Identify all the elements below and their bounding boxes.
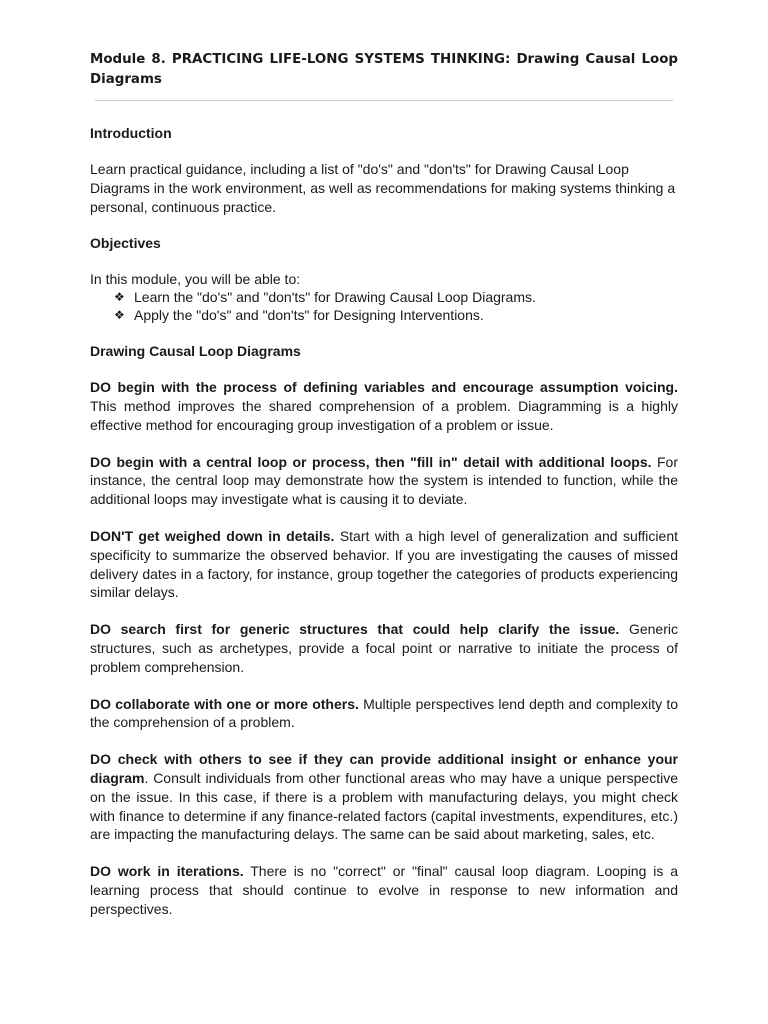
objective-item	[114, 307, 678, 325]
guideline-text: For instance, the central loop may demonstrate how the system is intended to function, while the additional loops may investigate what is causing it to deviate.	[90, 453, 678, 508]
guideline-text: Multiple perspectives lend depth and complexity to the comprehension of a problem.	[90, 695, 678, 731]
guideline-text: Start with a high level of generalization and sufficient specificity to summarize the observed behavior. If you are investigating the causes of missed delivery dates in a factory, for instance, group together the categories of products experiencing similar delays.	[90, 527, 678, 601]
objectives-heading: Objectives	[90, 235, 161, 252]
guideline-text: There is no "correct" or "final" causal loop diagram. Looping is a learning process that should continue to evolve in response to new information and perspectives.	[90, 863, 678, 917]
objective-text: Apply the "do's" and "don'ts" for Designing Interventions.	[134, 306, 484, 323]
guideline-lead: DON'T get weighed down in details.	[90, 527, 335, 544]
guideline-text: This method improves the shared comprehension of a problem. Diagramming is a highly effective method for encouraging group investigation of a problem or issue.	[90, 397, 678, 433]
guideline-paragraph	[90, 862, 678, 918]
guideline-paragraph	[90, 453, 678, 509]
introduction-text: Learn practical guidance, including a list of "do's" and "don'ts" for Drawing Causal Loop Diagrams in the work environment, as well as recommendations for making systems thinking a personal, continuous practice.	[90, 161, 676, 215]
guideline-text: Generic structures, such as archetypes, provide a focal point or narrative to initiate the process of problem comprehension.	[90, 621, 678, 675]
objectives-list	[90, 289, 678, 324]
guideline-lead: DO begin with a central loop or process, then "fill in" detail with additional loops.	[90, 453, 652, 470]
section-heading: Drawing Causal Loop Diagrams	[90, 343, 301, 360]
objective-item	[114, 289, 678, 307]
guideline-text: . Consult individuals from other functional areas who may have a unique perspective on the issue. In this case, if there is a problem with manufacturing delays, you might check with finance to determine if any finance-related factors (capital investments, expenditures, etc.) are impacting the manufacturing delays. The same can be said about marketing, sales, etc.	[90, 769, 678, 843]
guideline-paragraph	[90, 750, 678, 844]
guideline-paragraph	[90, 620, 678, 676]
diamond-bullet-icon: ❖	[114, 307, 125, 322]
diamond-bullet-icon: ❖	[114, 290, 125, 305]
introduction-heading: Introduction	[90, 125, 172, 141]
guideline-lead: DO begin with the process of defining variables and encourage assumption voicing.	[90, 379, 678, 396]
guideline-lead: DO collaborate with one or more others.	[90, 695, 359, 712]
guideline-paragraph	[90, 378, 678, 434]
objectives-lead: In this module, you will be able to:	[90, 271, 301, 288]
guideline-lead: DO search first for generic structures that could help clarify the issue.	[90, 621, 620, 638]
objective-text: Learn the "do's" and "don'ts" for Drawing Causal Loop Diagrams.	[134, 289, 536, 306]
guideline-lead: DO work in iterations.	[90, 863, 244, 880]
guideline-paragraph	[90, 695, 678, 733]
guideline-paragraph	[90, 527, 678, 602]
guideline-lead: DO check with others to see if they can provide additional insight or enhance your diagram	[90, 751, 678, 786]
module-title: Module 8. PRACTICING LIFE-LONG SYSTEMS THINKING: Drawing Causal Loop Diagrams	[90, 52, 678, 87]
